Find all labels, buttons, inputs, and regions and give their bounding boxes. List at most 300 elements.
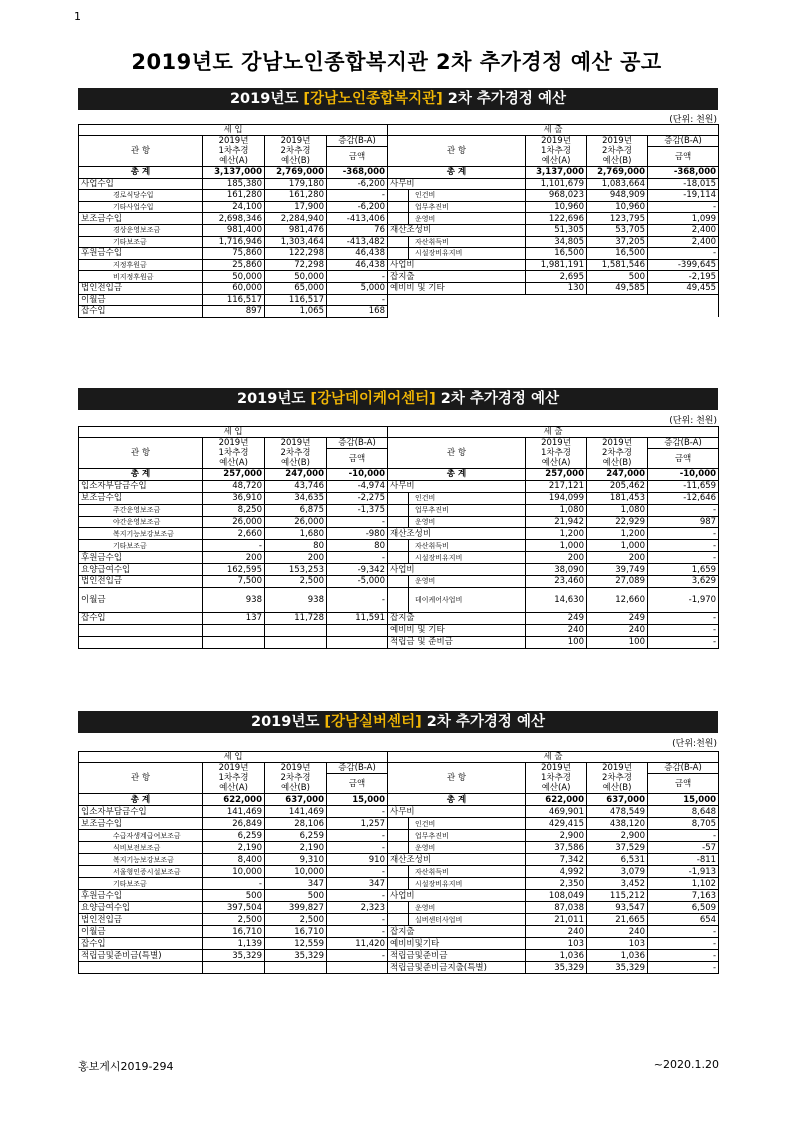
- empty-cell: [388, 306, 719, 318]
- expense-item: 인건비: [409, 190, 526, 202]
- indent-cell: [388, 516, 409, 528]
- change-amount: -: [648, 612, 719, 624]
- posting-period: ~2020.1.20: [653, 1058, 719, 1071]
- prior-amount: 162,595: [203, 564, 265, 576]
- prior-budget-header: 2019년 1차추경 예산(A): [203, 438, 265, 469]
- indent-cell: [388, 830, 409, 842]
- income-item: 총 계: [79, 167, 203, 179]
- banner-facility-name: [강남실버센터]: [324, 714, 422, 730]
- revised-amount: 28,106: [265, 818, 327, 830]
- change-amount: -: [648, 504, 719, 516]
- prior-amount: -: [203, 878, 265, 890]
- change-amount: -1,913: [648, 866, 719, 878]
- change-amount: 8,705: [648, 818, 719, 830]
- prior-budget-header: 2019년 1차추경 예산(A): [526, 438, 587, 469]
- prior-amount: 137: [203, 612, 265, 624]
- prior-amount: 938: [203, 587, 265, 612]
- amount-header: 금액: [327, 449, 388, 469]
- change-header: 증감(B-A): [648, 763, 719, 774]
- amount-header: 금액: [327, 774, 388, 794]
- change-amount: -413,406: [327, 213, 388, 225]
- table-row: [79, 564, 719, 576]
- change-amount: -19,114: [648, 190, 719, 202]
- prior-amount: 8,400: [203, 854, 265, 866]
- prior-amount: 2,698,346: [203, 213, 265, 225]
- prior-amount: 26,000: [203, 516, 265, 528]
- indent-cell: [388, 504, 409, 516]
- prior-amount: 23,460: [526, 576, 587, 588]
- income-item: 적립금및준비금(특별): [79, 950, 203, 962]
- indent-cell: [388, 587, 409, 612]
- prior-amount: 2,350: [526, 878, 587, 890]
- revised-amount: 16,710: [265, 926, 327, 938]
- item-header: 관 항: [79, 136, 203, 167]
- amount-header: 금액: [648, 774, 719, 794]
- income-item: 법인전입금: [79, 282, 203, 294]
- unit-label: (단위: 천원): [669, 416, 717, 426]
- banner-prefix: 2019년도: [229, 91, 304, 107]
- prior-amount: 2,660: [203, 528, 265, 540]
- change-amount: 5,000: [327, 282, 388, 294]
- notice-number: 홍보게시2019-294: [78, 1060, 174, 1073]
- table-row: [79, 552, 719, 564]
- revised-amount: 399,827: [265, 902, 327, 914]
- prior-amount: 36,910: [203, 492, 265, 504]
- item-header: 관 항: [388, 763, 526, 794]
- table-row: [79, 306, 719, 318]
- revised-amount: 50,000: [265, 271, 327, 283]
- revised-budget-header: 2019년 2차추경 예산(B): [587, 136, 648, 167]
- item-header: 관 항: [388, 438, 526, 469]
- change-amount: 654: [648, 914, 719, 926]
- change-amount: -: [648, 552, 719, 564]
- indent-cell: [388, 902, 409, 914]
- revised-amount: 1,083,664: [587, 178, 648, 190]
- change-amount: -18,015: [648, 178, 719, 190]
- total-row: [79, 469, 719, 481]
- change-amount: -: [327, 830, 388, 842]
- expense-header: 세 출: [388, 752, 719, 763]
- revised-amount: 2,500: [265, 576, 327, 588]
- empty-cell: [203, 624, 265, 636]
- change-amount: -: [648, 201, 719, 213]
- income-item: 주간운영보조금: [79, 504, 203, 516]
- prior-amount: 1,000: [526, 540, 587, 552]
- revised-budget-header: 2019년 2차추경 예산(B): [587, 763, 648, 794]
- change-amount: -399,645: [648, 259, 719, 271]
- prior-amount: 200: [203, 552, 265, 564]
- prior-amount: 1,716,946: [203, 236, 265, 248]
- expense-item: 실버센터사업비: [409, 914, 526, 926]
- income-header: 세 입: [79, 427, 388, 438]
- change-amount: -: [327, 294, 388, 306]
- revised-budget-header: 2019년 2차추경 예산(B): [265, 438, 327, 469]
- revised-budget-header: 2019년 2차추경 예산(B): [587, 438, 648, 469]
- change-amount: -6,200: [327, 201, 388, 213]
- change-amount: -: [648, 938, 719, 950]
- prior-amount: 16,710: [203, 926, 265, 938]
- income-item: 기타보조금: [79, 540, 203, 552]
- revised-amount: 179,180: [265, 178, 327, 190]
- prior-amount: 122,696: [526, 213, 587, 225]
- expense-item: 잡지출: [388, 612, 526, 624]
- change-header: 증감(B-A): [648, 136, 719, 147]
- change-amount: 15,000: [327, 794, 388, 806]
- expense-item: 총 계: [388, 794, 526, 806]
- expense-item: 예비비 및 기타: [388, 624, 526, 636]
- change-amount: -413,482: [327, 236, 388, 248]
- revised-amount: 438,120: [587, 818, 648, 830]
- prior-amount: 87,038: [526, 902, 587, 914]
- income-header: 세 입: [79, 752, 388, 763]
- expense-item: 재산조성비: [388, 224, 526, 236]
- prior-amount: 141,469: [203, 806, 265, 818]
- empty-cell: [265, 636, 327, 648]
- indent-cell: [388, 866, 409, 878]
- change-amount: -: [648, 248, 719, 260]
- income-item: 보조금수입: [79, 492, 203, 504]
- change-amount: 46,438: [327, 259, 388, 271]
- empty-cell: [79, 624, 203, 636]
- change-amount: -11,659: [648, 480, 719, 492]
- change-amount: 168: [327, 306, 388, 318]
- revised-amount: 17,900: [265, 201, 327, 213]
- expense-item: 운영비: [409, 842, 526, 854]
- header-row: [79, 438, 719, 449]
- change-amount: 1,659: [648, 564, 719, 576]
- income-item: 비지정후원금: [79, 271, 203, 283]
- income-item: 사업수입: [79, 178, 203, 190]
- income-item: 기타보조금: [79, 236, 203, 248]
- expense-item: 업무추진비: [409, 830, 526, 842]
- change-amount: -: [327, 866, 388, 878]
- revised-amount: 249: [587, 612, 648, 624]
- revised-amount: 35,329: [265, 950, 327, 962]
- revised-amount: 240: [587, 926, 648, 938]
- table-row: [79, 492, 719, 504]
- revised-amount: 1,680: [265, 528, 327, 540]
- revised-amount: 100: [587, 636, 648, 648]
- item-header: 관 항: [79, 763, 203, 794]
- unit-label: (단위:천원): [672, 739, 717, 749]
- prior-amount: 469,901: [526, 806, 587, 818]
- revised-amount: 1,581,546: [587, 259, 648, 271]
- revised-amount: 2,769,000: [587, 167, 648, 179]
- change-amount: -12,646: [648, 492, 719, 504]
- revised-amount: 103: [587, 938, 648, 950]
- revised-amount: 9,310: [265, 854, 327, 866]
- income-item: 후원금수입: [79, 248, 203, 260]
- revised-amount: 72,298: [265, 259, 327, 271]
- prior-amount: 968,023: [526, 190, 587, 202]
- prior-amount: 75,860: [203, 248, 265, 260]
- prior-amount: 240: [526, 624, 587, 636]
- table-row: [79, 624, 719, 636]
- table-row: [79, 612, 719, 624]
- revised-amount: 116,517: [265, 294, 327, 306]
- prior-amount: 21,942: [526, 516, 587, 528]
- header-row: [79, 427, 719, 438]
- prior-amount: 25,860: [203, 259, 265, 271]
- expense-item: 자산취득비: [409, 236, 526, 248]
- table-row: [79, 540, 719, 552]
- expense-item: 사무비: [388, 806, 526, 818]
- revised-amount: 37,529: [587, 842, 648, 854]
- prior-amount: 60,000: [203, 282, 265, 294]
- revised-amount: 200: [587, 552, 648, 564]
- revised-amount: 1,303,464: [265, 236, 327, 248]
- budget-table: [78, 426, 719, 649]
- table-row: [79, 830, 719, 842]
- income-item: 후원금수입: [79, 552, 203, 564]
- prior-amount: 500: [203, 890, 265, 902]
- table-row: [79, 224, 719, 236]
- income-header: 세 입: [79, 125, 388, 136]
- change-amount: 3,629: [648, 576, 719, 588]
- expense-item: 잡지출: [388, 926, 526, 938]
- change-amount: 76: [327, 224, 388, 236]
- income-item: 식비보전보조금: [79, 842, 203, 854]
- expense-item: 운영비: [409, 516, 526, 528]
- change-amount: -10,000: [327, 469, 388, 481]
- prior-amount: 100: [526, 636, 587, 648]
- table-row: [79, 480, 719, 492]
- change-amount: 1,099: [648, 213, 719, 225]
- table-row: [79, 902, 719, 914]
- table-row: [79, 576, 719, 588]
- prior-amount: 50,000: [203, 271, 265, 283]
- table-row: [79, 504, 719, 516]
- income-item: 수급자생계급여보조금: [79, 830, 203, 842]
- prior-amount: 4,992: [526, 866, 587, 878]
- change-amount: -: [327, 926, 388, 938]
- prior-amount: 116,517: [203, 294, 265, 306]
- revised-amount: 12,559: [265, 938, 327, 950]
- indent-cell: [388, 236, 409, 248]
- revised-amount: 141,469: [265, 806, 327, 818]
- prior-amount: 2,190: [203, 842, 265, 854]
- change-amount: -368,000: [648, 167, 719, 179]
- indent-cell: [388, 842, 409, 854]
- expense-item: 운영비: [409, 213, 526, 225]
- revised-budget-header: 2019년 2차추경 예산(B): [265, 763, 327, 794]
- income-item: 입소자부담금수입: [79, 480, 203, 492]
- change-amount: 987: [648, 516, 719, 528]
- table-row: [79, 190, 719, 202]
- table-row: [79, 890, 719, 902]
- table-row: [79, 248, 719, 260]
- income-item: 보조금수입: [79, 818, 203, 830]
- table-row: [79, 516, 719, 528]
- change-amount: 2,400: [648, 236, 719, 248]
- table-row: [79, 294, 719, 306]
- revised-amount: 500: [265, 890, 327, 902]
- change-amount: 8,648: [648, 806, 719, 818]
- change-amount: -: [648, 962, 719, 974]
- revised-amount: 11,728: [265, 612, 327, 624]
- expense-item: 재산조성비: [388, 528, 526, 540]
- table-row: [79, 866, 719, 878]
- change-amount: -: [327, 271, 388, 283]
- table-row: [79, 854, 719, 866]
- revised-amount: 21,665: [587, 914, 648, 926]
- table-row: [79, 178, 719, 190]
- revised-amount: 49,585: [587, 282, 648, 294]
- table-row: [79, 528, 719, 540]
- income-item: 총 계: [79, 794, 203, 806]
- prior-amount: 14,630: [526, 587, 587, 612]
- prior-amount: 37,586: [526, 842, 587, 854]
- prior-amount: 194,099: [526, 492, 587, 504]
- revised-amount: 2,500: [265, 914, 327, 926]
- income-item: 복지기능보강보조금: [79, 528, 203, 540]
- change-amount: -: [648, 950, 719, 962]
- empty-cell: [327, 624, 388, 636]
- table-row: [79, 926, 719, 938]
- revised-budget-header: 2019년 2차추경 예산(B): [265, 136, 327, 167]
- prior-amount: 200: [526, 552, 587, 564]
- income-item: 경상운영보조금: [79, 224, 203, 236]
- indent-cell: [388, 213, 409, 225]
- revised-amount: 37,205: [587, 236, 648, 248]
- income-item: 기타사업수입: [79, 201, 203, 213]
- prior-amount: 397,504: [203, 902, 265, 914]
- revised-amount: 2,190: [265, 842, 327, 854]
- income-item: 법인전입금: [79, 576, 203, 588]
- change-amount: 46,438: [327, 248, 388, 260]
- expense-item: 사무비: [388, 178, 526, 190]
- table-row: [79, 842, 719, 854]
- table-row: [79, 950, 719, 962]
- prior-budget-header: 2019년 1차추경 예산(A): [203, 136, 265, 167]
- prior-amount: 108,049: [526, 890, 587, 902]
- change-amount: 1,257: [327, 818, 388, 830]
- page-number: 1: [74, 10, 81, 23]
- prior-amount: 2,695: [526, 271, 587, 283]
- prior-amount: 185,380: [203, 178, 265, 190]
- change-amount: -: [327, 552, 388, 564]
- header-row: [79, 763, 719, 774]
- revised-amount: 10,000: [265, 866, 327, 878]
- indent-cell: [388, 576, 409, 588]
- prior-amount: 24,100: [203, 201, 265, 213]
- banner-suffix: 2차 추가경정 예산: [435, 391, 560, 407]
- prior-amount: 35,329: [203, 950, 265, 962]
- change-amount: 15,000: [648, 794, 719, 806]
- budget-table: [78, 124, 719, 318]
- expense-item: 자산취득비: [409, 540, 526, 552]
- revised-amount: 43,746: [265, 480, 327, 492]
- empty-cell: [327, 636, 388, 648]
- change-amount: -: [327, 516, 388, 528]
- change-amount: 80: [327, 540, 388, 552]
- empty-cell: [265, 624, 327, 636]
- change-header: 증감(B-A): [648, 438, 719, 449]
- prior-amount: 981,400: [203, 224, 265, 236]
- revised-amount: 2,284,940: [265, 213, 327, 225]
- prior-amount: 51,305: [526, 224, 587, 236]
- revised-amount: 65,000: [265, 282, 327, 294]
- change-amount: -: [327, 190, 388, 202]
- change-amount: 910: [327, 854, 388, 866]
- expense-item: 적립금 및 준비금: [388, 636, 526, 648]
- prior-budget-header: 2019년 1차추경 예산(A): [526, 763, 587, 794]
- item-header: 관 항: [79, 438, 203, 469]
- expense-item: 인건비: [409, 818, 526, 830]
- expense-item: 잡지출: [388, 271, 526, 283]
- income-item: 보조금수입: [79, 213, 203, 225]
- change-amount: -: [648, 624, 719, 636]
- revised-amount: 3,452: [587, 878, 648, 890]
- expense-item: 사업비: [388, 564, 526, 576]
- revised-amount: 637,000: [265, 794, 327, 806]
- change-header: 증감(B-A): [327, 136, 388, 147]
- change-amount: -: [648, 830, 719, 842]
- prior-amount: 7,342: [526, 854, 587, 866]
- revised-amount: 981,476: [265, 224, 327, 236]
- prior-amount: 240: [526, 926, 587, 938]
- change-amount: -: [327, 587, 388, 612]
- banner-suffix: 2차 추가경정 예산: [442, 91, 567, 107]
- revised-amount: 6,875: [265, 504, 327, 516]
- banner-prefix: 2019년도: [250, 714, 325, 730]
- amount-header: 금액: [327, 147, 388, 167]
- prior-amount: 16,500: [526, 248, 587, 260]
- prior-amount: 1,981,191: [526, 259, 587, 271]
- revised-amount: 16,500: [587, 248, 648, 260]
- empty-cell: [203, 636, 265, 648]
- income-item: 잡수입: [79, 612, 203, 624]
- prior-amount: -: [203, 540, 265, 552]
- income-item: 잡수입: [79, 938, 203, 950]
- change-amount: -: [648, 636, 719, 648]
- banner-suffix: 2차 추가경정 예산: [421, 714, 545, 730]
- indent-cell: [388, 540, 409, 552]
- prior-amount: 897: [203, 306, 265, 318]
- prior-amount: 1,101,679: [526, 178, 587, 190]
- prior-amount: 161,280: [203, 190, 265, 202]
- unit-label: (단위: 천원): [669, 115, 717, 125]
- revised-amount: 500: [587, 271, 648, 283]
- revised-amount: 6,531: [587, 854, 648, 866]
- budget-table: [78, 751, 719, 974]
- revised-amount: 347: [265, 878, 327, 890]
- change-amount: -: [327, 914, 388, 926]
- revised-amount: 2,900: [587, 830, 648, 842]
- revised-amount: 161,280: [265, 190, 327, 202]
- empty-cell: [388, 294, 719, 306]
- banner-facility-name: [강남데이케어센터]: [310, 391, 436, 407]
- income-item: 복지기능보강보조금: [79, 854, 203, 866]
- change-amount: -: [327, 806, 388, 818]
- change-amount: 6,509: [648, 902, 719, 914]
- expense-item: 자산취득비: [409, 866, 526, 878]
- revised-amount: 53,705: [587, 224, 648, 236]
- revised-amount: 26,000: [265, 516, 327, 528]
- expense-item: 사업비: [388, 890, 526, 902]
- revised-amount: 93,547: [587, 902, 648, 914]
- expense-item: 업무추진비: [409, 504, 526, 516]
- expense-item: 시설장비유지비: [409, 878, 526, 890]
- expense-item: 업무추진비: [409, 201, 526, 213]
- indent-cell: [388, 201, 409, 213]
- income-item: 이월금: [79, 587, 203, 612]
- revised-amount: 240: [587, 624, 648, 636]
- indent-cell: [388, 492, 409, 504]
- change-header: 증감(B-A): [327, 763, 388, 774]
- prior-amount: 21,011: [526, 914, 587, 926]
- prior-amount: 622,000: [203, 794, 265, 806]
